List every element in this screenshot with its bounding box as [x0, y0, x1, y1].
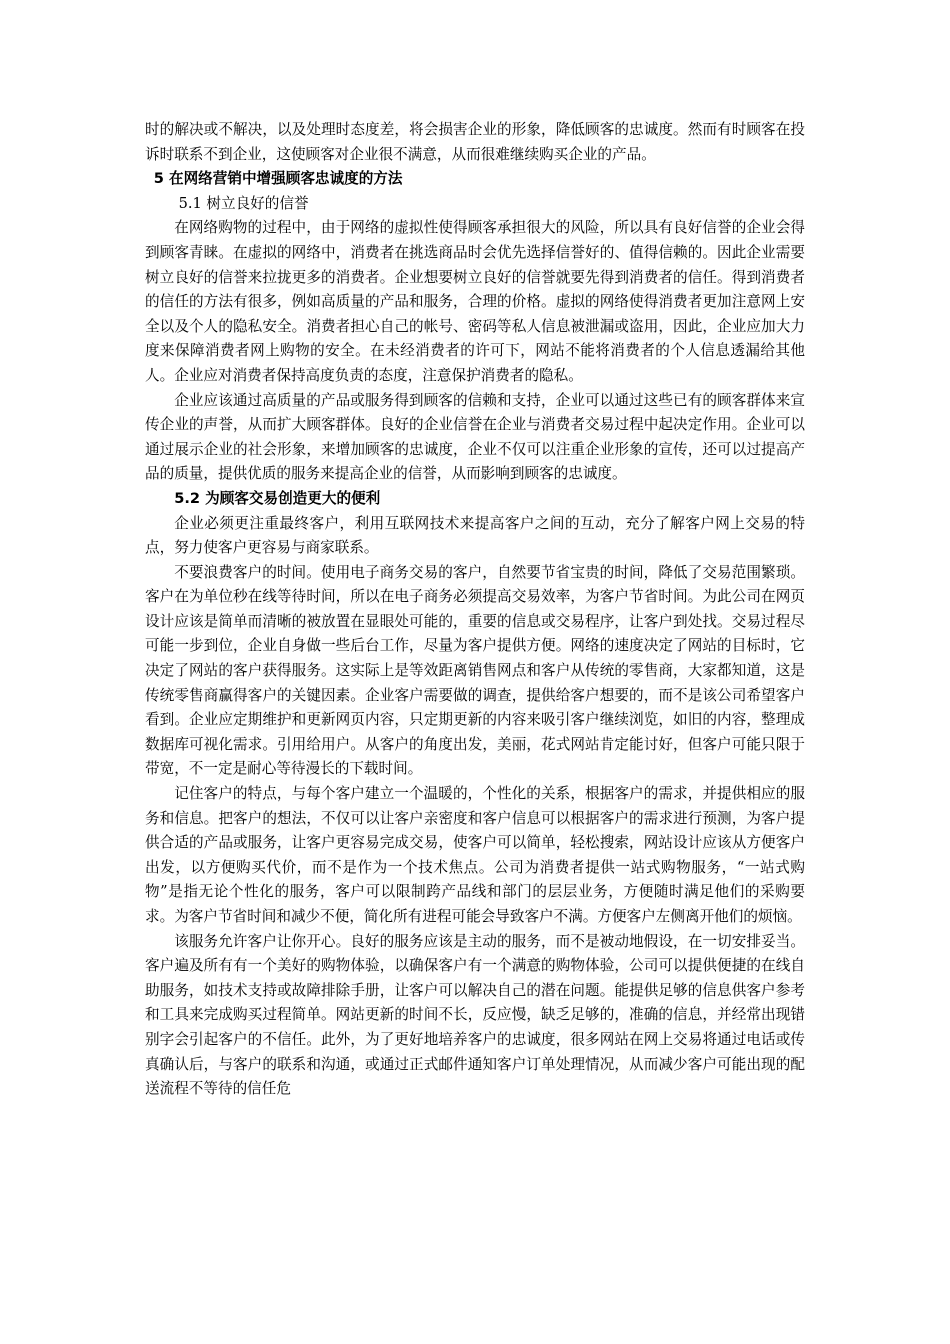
section-5-2-heading: 5.2 为顾客交易创造更大的便利: [174, 489, 381, 507]
section-5-2-paragraph-2: 不要浪费客户的时间。使用电子商务交易的客户，自然要节省宝贵的时间，降低了交易范围繁琐。客户在为单位秒在线等待时间，所以在电子商务必须提高交易效率，为客户节省时间。为此公司在网页设计应该是简单而清晰的被放置在显眼处可能的，重要的信息或交易程序，让客户到处找。交易过程尽可能一步到位，企业自身做一些后台工作，尽量为客户提供方便。网络的速度决定了网站的目标时，它决定了网站的客户获得服务。这实际上是等效距离销售网点和客户从传统的零售商，大家都知道，这是传统零售商赢得客户的关键因素。企业客户需要做的调查，提供给客户想要的，而不是该公司希望客户看到。企业应定期维护和更新网页内容，只定期更新的内容来吸引客户继续浏览，如旧的内容，整理成数据库可视化需求。引用给用户。从客户的角度出发，美丽，花式网站肯定能讨好，但客户可能只限于带宽，不一定是耐心等待漫长的下载时间。: [145, 563, 805, 778]
section-5-1-paragraph-2: 企业应该通过高质量的产品或服务得到顾客的信赖和支持，企业可以通过这些已有的顾客群体来宣传企业的声誉，从而扩大顾客群体。良好的企业信誉在企业与消费者交易过程中起决定作用。企业可以通过展示企业的社会形象，来增加顾客的忠诚度，企业不仅可以注重企业形象的宣传，还可以过提高产品的质量，提供优质的服务来提高企业的信誉，从而影响到顾客的忠诚度。: [145, 391, 805, 483]
section-5-2-paragraph-3: 记住客户的特点，与每个客户建立一个温暖的，个性化的关系，根据客户的需求，并提供相应的服务和信息。把客户的想法，不仅可以让客户亲密度和客户信息可以根据客户的需求进行预测，为客户提供合适的产品或服务，让客户更容易完成交易，使客户可以简单，轻松搜索，网站设计应该从方便客户出发，以方便购买代价，而不是作为一个技术焦点。公司为消费者提供一站式购物服务，“一站式购物”是指无论个性化的服务，客户可以限制跨产品线和部门的层层业务，方便随时满足他们的采购要求。为客户节省时间和减少不便，简化所有进程可能会导致客户不满。方便客户左侧离开他们的烦恼。: [145, 785, 805, 925]
section-5-2-paragraph-1: 企业必须更注重最终客户，利用互联网技术来提高客户之间的互动，充分了解客户网上交易的特点，努力使客户更容易与商家联系。: [145, 514, 805, 557]
section-5-1-heading: 5.1 树立良好的信誉: [178, 194, 309, 212]
section-5-1-paragraph-1: 在网络购物的过程中，由于网络的虚拟性使得顾客承担很大的风险，所以具有良好信誉的企业会得到顾客青睐。在虚拟的网络中，消费者在挑选商品时会优先选择信誉好的、值得信赖的。因此企业需要树立良好的信誉来拉拢更多的消费者。企业想要树立良好的信誉就要先得到消费者的信任。得到消费者的信任的方法有很多，例如高质量的产品和服务，合理的价格。虚拟的网络使得消费者更加注意网上安全以及个人的隐私安全。消费者担心自己的帐号、密码等私人信息被泄漏或盗用，因此，企业应加大力度来保障消费者网上购物的安全。在未经消费者的许可下，网站不能将消费者的个人信息透漏给其他人。企业应对消费者保持高度负责的态度，注意保护消费者的隐私。: [145, 219, 805, 384]
section-5-2-paragraph-4: 该服务允许客户让你开心。良好的服务应该是主动的服务，而不是被动地假设，在一切安排妥当。客户遍及所有有一个美好的购物体验，以确保客户有一个满意的购物体验，公司可以提供便捷的在线自助服务，如技术支持或故障排除手册，让客户可以解决自己的潜在问题。能提供足够的信息供客户参考和工具来完成购买过程简单。网站更新的时间不长，反应慢，缺乏足够的，准确的信息，并经常出现错别字会引起客户的不信任。此外，为了更好地培养客户的忠诚度，很多网站在网上交易将通过电话或传真确认后，与客户的联系和沟通，或通过正式邮件通知客户订单处理情况，从而减少客户可能出现的配送流程不等待的信任危: [145, 932, 805, 1098]
intro-paragraph: 时的解决或不解决，以及处理时态度差，将会损害企业的形象，降低顾客的忠诚度。然而有时顾客在投诉时联系不到企业，这使顾客对企业很不满意，从而很难继续购买企业的产品。: [145, 121, 805, 163]
document-page: [145, 118, 805, 1102]
section-5-heading: 5 在网络营销中增强顾客忠诚度的方法: [153, 170, 403, 188]
